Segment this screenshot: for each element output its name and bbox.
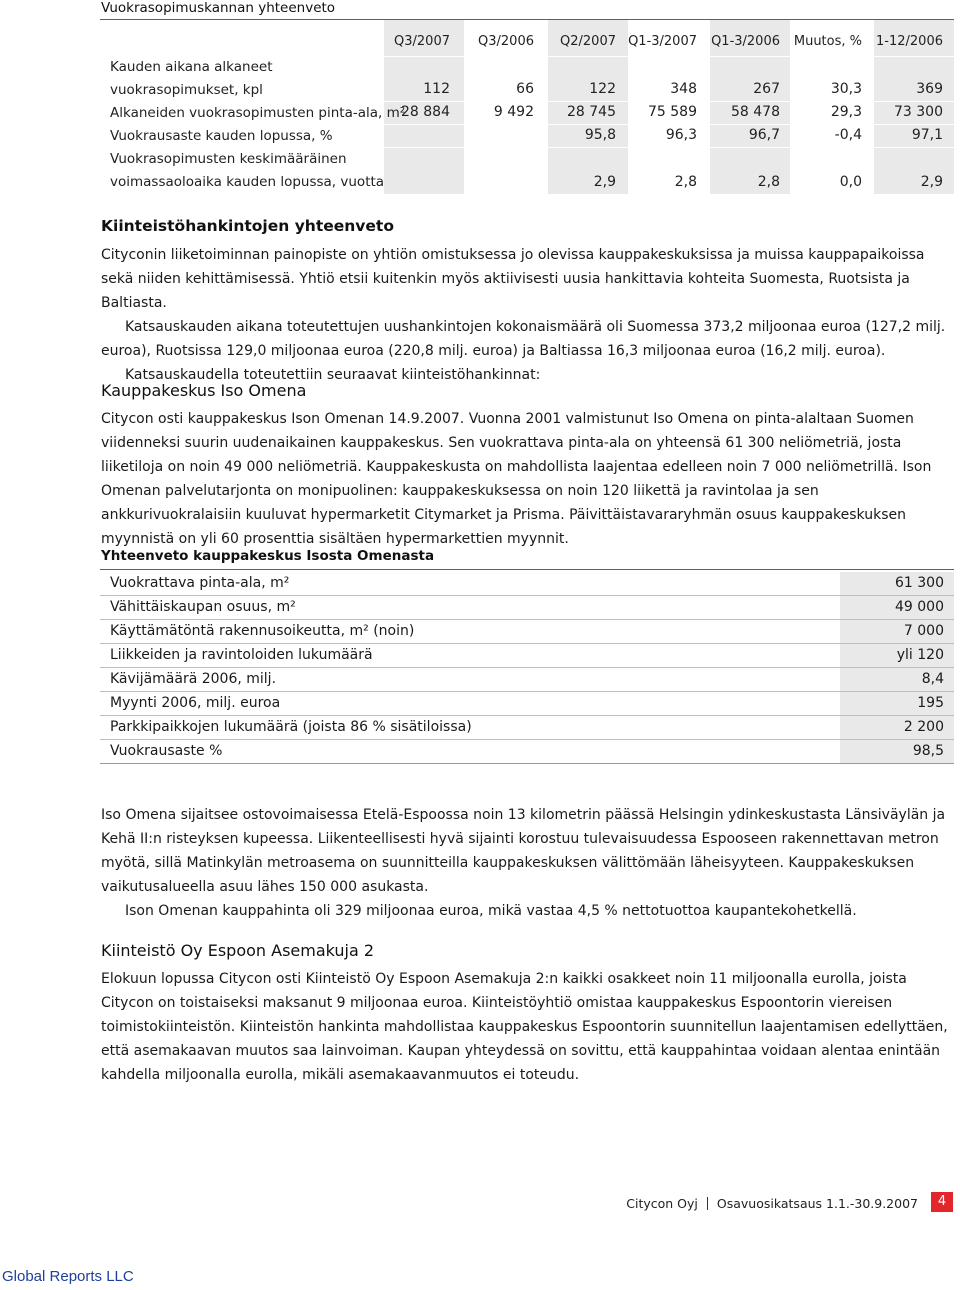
location-text — [101, 803, 956, 923]
paragraph: Katsauskauden aikana toteutettujen uushankintojen kokonaismäärä oli Suomessa 373,2 miljoonaa euroa (127,2 milj. euroa), Ruotsissa 129,0 miljoonaa euroa (220,8 milj. euroa) ja Baltiassa 16,3 miljoonaa euroa (16,2 milj. euroa). — [101, 319, 946, 359]
section-title-iso-omena-summary: Yhteenveto kauppakeskus Isosta Omenasta — [101, 548, 435, 564]
footer-company: Citycon Oyj — [626, 1196, 698, 1211]
watermark: Global Reports LLC — [2, 1268, 134, 1285]
col-header: Q1-3/2007 — [628, 34, 697, 49]
cell: 75 589 — [648, 104, 697, 120]
divider — [100, 569, 954, 570]
paragraph: Iso Omena sijaitsee ostovoimaisessa Etelä-Espoossa noin 13 kilometrin päässä Helsingin ydinkeskustasta Länsiväylän ja Kehä II:n risteyksen kupeessa. Liikenteellisesti hyvä sijainti korostuu tulevaisuudessa Espooseen rakennettavan metron myötä, sillä Matinkylän metroasema on suunnitteilla kauppakeskuksen välittömään läheisyyteen. Kauppakeskuksen vaikutusalueella asuu lähes 150 000 asukasta. — [101, 807, 946, 895]
row-value: 195 — [917, 695, 944, 711]
iso-omena-text — [101, 407, 956, 551]
col-header: Muutos, % — [793, 34, 862, 49]
iso-omena-summary-table — [100, 572, 954, 764]
cell: 112 — [423, 81, 450, 97]
acquisitions-text — [101, 243, 956, 387]
col-header: Q3/2006 — [478, 34, 534, 49]
row-label: vuokrasopimukset, kpl — [110, 82, 263, 98]
table-row — [100, 740, 954, 763]
paragraph: Ison Omenan kauppahinta oli 329 miljoonaa euroa, mikä vastaa 4,5 % nettotuottoa kaupantekohetkellä. — [125, 903, 857, 919]
row-separator — [100, 56, 954, 57]
asemakuja-text — [101, 967, 956, 1087]
cell: 30,3 — [830, 81, 862, 97]
row-label: Vähittäiskaupan osuus, m² — [110, 599, 296, 615]
lease-summary-table — [100, 20, 954, 194]
col-header: Q2/2007 — [560, 34, 616, 49]
cell: 9 492 — [493, 104, 534, 120]
cell: 348 — [670, 81, 697, 97]
cell: 58 478 — [731, 104, 780, 120]
cell: 96,3 — [665, 127, 697, 143]
row-value: 98,5 — [912, 743, 944, 759]
table-row — [100, 620, 954, 643]
cell: 369 — [916, 81, 943, 97]
row-label: voimassaoloaika kauden lopussa, vuotta — [110, 174, 385, 190]
row-label: Parkkipaikkojen lukumäärä (joista 86 % sisätiloissa) — [110, 719, 472, 735]
page-number: 4 — [931, 1192, 953, 1212]
col-header: Q1-3/2006 — [711, 34, 780, 49]
row-value: yli 120 — [896, 647, 944, 663]
section-title-lease-summary: Vuokrasopimuskannan yhteenveto — [101, 0, 336, 16]
row-separator — [100, 124, 954, 125]
row-label: Kävijämäärä 2006, milj. — [110, 671, 277, 687]
row-label: Vuokrattava pinta-ala, m² — [110, 575, 290, 591]
section-title-iso-omena: Kauppakeskus Iso Omena — [101, 381, 307, 400]
cell: 2,8 — [674, 174, 697, 190]
cell: 0,0 — [839, 174, 862, 190]
row-separator — [100, 763, 954, 764]
cell: 96,7 — [748, 127, 780, 143]
paragraph: Citycon osti kauppakeskus Ison Omenan 14.9.2007. Vuonna 2001 valmistunut Iso Omena on pinta-alaltaan Suomen viidenneksi suurin uudenaikainen kauppakeskus. Sen vuokrattava pinta-ala on yhteensä 61 300 neliömetriä, josta liiketiloja on noin 49 000 neliömetriä. Kauppakeskusta on mahdollista laajentaa edelleen noin 7 000 neliömetrillä. Ison Omenan palvelutarjonta on monipuolinen: kauppakeskuksessa on noin 120 liikettä ja ravintolaa ja sen ankkurivuokralaisiin kuuluvat hypermarketit Citymarket ja Prisma. Päivittäistavararyhmän osuus kauppakeskuksen myynnistä on yli 60 prosenttia sisältäen hypermarkettien myynnit. — [101, 411, 932, 547]
footer — [626, 1196, 918, 1211]
cell: 2,9 — [920, 174, 943, 190]
row-label: Liikkeiden ja ravintoloiden lukumäärä — [110, 647, 373, 663]
cell: 28 745 — [567, 104, 616, 120]
table-row — [100, 692, 954, 715]
footer-separator — [707, 1197, 708, 1210]
paragraph: Cityconin liiketoiminnan painopiste on yhtiön omistuksessa jo olevissa kauppakeskuksissa ja muissa kauppapaikoissa sekä niiden kehittämisessä. Yhtiö etsii kuitenkin myös aktiivisesti uusia hankittavia kohteita Suomesta, Ruotsista ja Baltiasta. — [101, 247, 925, 311]
row-value: 2 200 — [903, 719, 944, 735]
cell: -0,4 — [834, 127, 862, 143]
row-value: 61 300 — [895, 575, 944, 591]
cell: 95,8 — [584, 127, 616, 143]
table-row — [100, 668, 954, 691]
row-label: Alkaneiden vuokrasopimusten pinta-ala, m² — [110, 105, 406, 121]
table-row — [100, 716, 954, 739]
paragraph: Elokuun lopussa Citycon osti Kiinteistö Oy Espoon Asemakuja 2:n kaikki osakkeet noin 11 miljoonalla eurolla, joista Citycon on toistaiseksi maksanut 9 miljoonaa euroa. Kiinteistöyhtiö omistaa kauppakeskus Espoontorin viereisen toimistokiinteistön. Kiinteistön hankinta mahdollistaa kauppakeskus Espoontorin suunnitellun laajentamisen edellyttäen, että asemakaavan muutos saa lainvoiman. Kaupan yhteydessä on sovittu, että kauppahintaa voidaan alentaa enintään kahdella miljoonalla eurolla, mikäli asemakaavanmuutos ei toteudu. — [101, 971, 948, 1083]
cell: 29,3 — [830, 104, 862, 120]
row-label: Vuokrausaste % — [110, 743, 223, 759]
cell: 28 884 — [401, 104, 450, 120]
row-separator — [100, 147, 954, 148]
cell: 267 — [753, 81, 780, 97]
cell: 97,1 — [911, 127, 943, 143]
row-label: Kauden aikana alkaneet — [110, 59, 273, 75]
cell: 122 — [589, 81, 616, 97]
table-row — [100, 644, 954, 667]
row-value: 49 000 — [895, 599, 944, 615]
row-label: Käyttämätöntä rakennusoikeutta, m² (noin) — [110, 623, 415, 639]
cell: 2,9 — [593, 174, 616, 190]
cell: 73 300 — [894, 104, 943, 120]
col-header: 1-12/2006 — [876, 34, 943, 49]
row-label: Vuokrasopimusten keskimääräinen — [110, 151, 347, 167]
row-value: 7 000 — [903, 623, 944, 639]
paragraph: Katsauskaudella toteutettiin seuraavat kiinteistöhankinnat: — [125, 367, 541, 383]
cell: 66 — [516, 81, 534, 97]
row-separator — [100, 101, 954, 102]
row-label: Vuokrausaste kauden lopussa, % — [110, 128, 333, 144]
col-header: Q3/2007 — [394, 34, 450, 49]
table-row — [100, 596, 954, 619]
section-title-asemakuja: Kiinteistö Oy Espoon Asemakuja 2 — [101, 941, 375, 960]
section-title-acquisitions: Kiinteistöhankintojen yhteenveto — [101, 217, 394, 235]
cell: 2,8 — [757, 174, 780, 190]
row-label: Myynti 2006, milj. euroa — [110, 695, 281, 711]
row-value: 8,4 — [921, 671, 944, 687]
table-row — [100, 572, 954, 595]
footer-report: Osavuosikatsaus 1.1.-30.9.2007 — [716, 1196, 918, 1211]
